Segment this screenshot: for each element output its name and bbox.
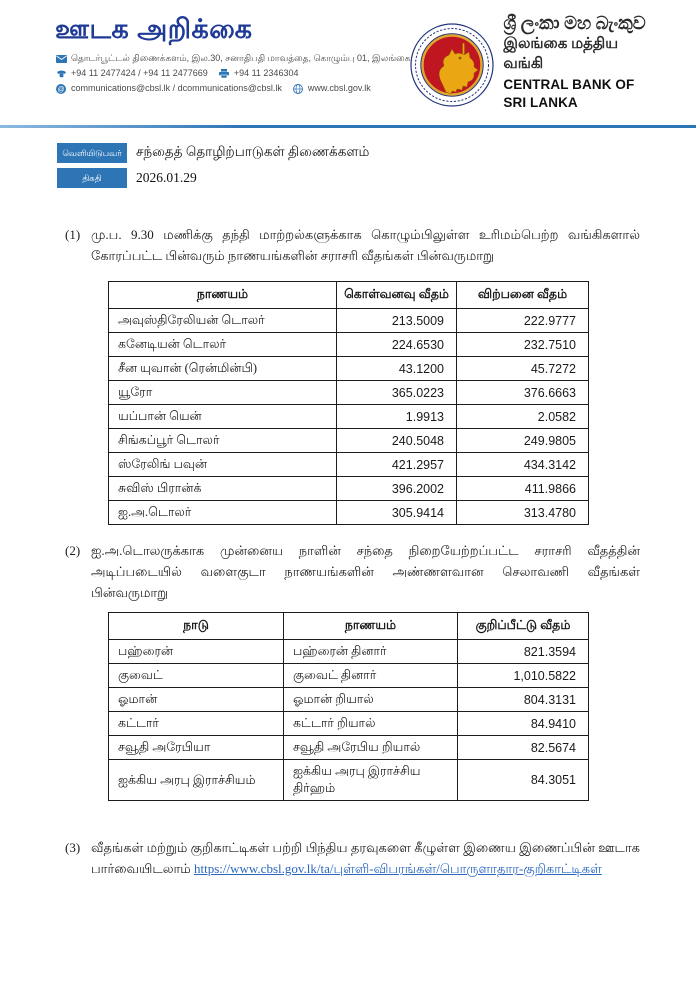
rate-value: 2.0582 — [457, 405, 589, 429]
email-row — [55, 81, 410, 96]
rate-value: 365.0223 — [337, 381, 457, 405]
column-header: கொள்வனவு வீதம் — [337, 282, 457, 309]
name-cell: யப்பான் யென் — [109, 405, 337, 429]
bank-name-block — [503, 12, 646, 117]
meta-block — [0, 128, 696, 188]
table-row — [109, 381, 589, 405]
name-cell: சுவிஸ் பிரான்க் — [109, 477, 337, 501]
column-header: நாணயம் — [109, 282, 337, 309]
rate-value: 376.6663 — [457, 381, 589, 405]
name-cell: ஐக்கிய அரபு இராச்சியம் — [109, 760, 284, 801]
website-url: www.cbsl.gov.lk — [307, 83, 371, 93]
paragraph-2 — [0, 540, 696, 603]
svg-text:@: @ — [57, 85, 65, 93]
gulf-currency-rates-table — [108, 612, 589, 801]
phone-numbers: +94 11 2477424 / +94 11 2477669 — [71, 68, 208, 78]
column-header: குறிப்பீட்டு வீதம் — [458, 613, 589, 640]
name-cell: ஓமான் — [109, 688, 284, 712]
table-row — [109, 640, 589, 664]
rate-value: 224.6530 — [337, 333, 457, 357]
date-label: திகதி — [57, 168, 127, 188]
name-cell: கட்டார் றியால் — [284, 712, 458, 736]
paragraph-1-text: மு.ப. 9.30 மணிக்கு தந்தி மாற்றல்களுக்காக கொழும்பிலுள்ள உரிமம்பெற்ற வங்கிகளால் கோரப்பட்ட பின்வரும் நாணயங்களின் சராசரி வீதங்கள் பின்வருமாறு — [91, 227, 640, 264]
rate-value: 45.7272 — [457, 357, 589, 381]
column-header: விற்பனை வீதம் — [457, 282, 589, 309]
email-addresses: communications@cbsl.lk / dcommunications@cbsl.lk — [71, 83, 282, 93]
header-left — [55, 12, 410, 117]
name-cell: ஐக்கிய அரபு இராச்சிய திர்ஹம் — [284, 760, 458, 801]
name-cell: குவைட் — [109, 664, 284, 688]
table-row — [109, 712, 589, 736]
bank-name-sinhala: ශ්‍රී ලංකා මහ බැංකුව — [503, 13, 646, 33]
name-cell: சவூதி அரேபிய றியால் — [284, 736, 458, 760]
name-cell: ஓமான் றியால் — [284, 688, 458, 712]
paragraph-1 — [0, 224, 696, 266]
table-row — [109, 429, 589, 453]
rate-value: 1.9913 — [337, 405, 457, 429]
rate-value: 434.3142 — [457, 453, 589, 477]
rate-value: 1,010.5822 — [458, 664, 589, 688]
table-row — [109, 664, 589, 688]
date-row — [57, 168, 696, 188]
name-cell: ஸ்ரேலிங் பவுன் — [109, 453, 337, 477]
rate-value: 396.2002 — [337, 477, 457, 501]
cbsl-logo — [410, 23, 494, 107]
rate-value: 240.5048 — [337, 429, 457, 453]
document-header — [0, 0, 696, 117]
paragraph-3 — [0, 837, 696, 879]
table-row — [109, 477, 589, 501]
rate-value: 84.9410 — [458, 712, 589, 736]
address-text: தொடர்பூட்டல் திணைக்களம், இல.30, சனாதிபதி மாவத்தை, கொழும்பு 01, இலங்கை — [71, 53, 411, 63]
header-right — [410, 12, 646, 117]
fax-icon — [218, 69, 230, 79]
table-row — [109, 333, 589, 357]
issuer-value: சந்தைத் தொழிற்பாடுகள் திணைக்களம் — [136, 144, 370, 160]
name-cell: பஹ்ரைன் தினார் — [284, 640, 458, 664]
phone-row — [55, 66, 410, 81]
rate-value: 43.1200 — [337, 357, 457, 381]
name-cell: சீன யுவான் (ரென்மின்பி) — [109, 357, 337, 381]
rate-value: 82.5674 — [458, 736, 589, 760]
address-row — [55, 51, 410, 66]
name-cell: ஐ.அ.டொலர் — [109, 501, 337, 525]
paragraph-2-number: (2) — [65, 543, 81, 559]
statistics-link[interactable]: https://www.cbsl.gov.lk/ta/புள்ளி-விபரங்கள்/பொருளாதார-குறிகாட்டிகள் — [193, 861, 602, 877]
column-header: நாணயம் — [284, 613, 458, 640]
name-cell: கனேடியன் டொலர் — [109, 333, 337, 357]
rate-value: 411.9866 — [457, 477, 589, 501]
exchange-rates-table — [108, 281, 589, 525]
globe-icon — [292, 84, 304, 94]
rate-value: 313.4780 — [457, 501, 589, 525]
paragraph-3-text — [91, 837, 640, 879]
date-value: 2026.01.29 — [136, 170, 197, 186]
table-row — [109, 688, 589, 712]
table-row — [109, 760, 589, 801]
header-row — [109, 282, 589, 309]
header-row — [109, 613, 589, 640]
name-cell: பஹ்ரைன் — [109, 640, 284, 664]
rate-value: 804.3131 — [458, 688, 589, 712]
fax-number: +94 11 2346304 — [233, 68, 299, 78]
rate-value: 222.9777 — [457, 309, 589, 333]
name-cell: சிங்கப்பூர் டொலர் — [109, 429, 337, 453]
paragraph-3-body: வீதங்கள் மற்றும் குறிகாட்டிகள் பற்றி பிந்திய தரவுகளை கீழுள்ள இணைய இணைப்பின் ஊடாக பார்வையிடலாம் — [91, 840, 640, 877]
name-cell: கட்டார் — [109, 712, 284, 736]
phone-icon — [55, 69, 67, 79]
contact-block — [55, 51, 410, 96]
name-cell: சவூதி அரேபியா — [109, 736, 284, 760]
rate-value: 232.7510 — [457, 333, 589, 357]
rate-value: 821.3594 — [458, 640, 589, 664]
media-release-title: ஊடக அறிக்கை — [55, 14, 253, 44]
paragraph-2-text: ஐ.அ.டொலருக்காக முன்னைய நாளின் சந்தை நிறையேற்றப்பட்ட சராசரி வீதத்தின் அடிப்படையில் வளைகுடா நாணயங்களின் அண்ணளவான செலாவணி வீதங்கள் பின்வருமாறு — [91, 543, 640, 601]
issuer-label: வெளியிடுபவர் — [57, 143, 127, 163]
bank-name-tamil: இலங்கை மத்திய வங்கி — [503, 36, 619, 72]
table-row — [109, 736, 589, 760]
email-icon — [55, 84, 67, 94]
rate-value: 84.3051 — [458, 760, 589, 801]
rate-value: 213.5009 — [337, 309, 457, 333]
table-row — [109, 405, 589, 429]
table-row — [109, 453, 589, 477]
name-cell: குவைட் தினார் — [284, 664, 458, 688]
rate-value: 305.9414 — [337, 501, 457, 525]
paragraph-3-number: (3) — [65, 840, 81, 856]
table-row — [109, 309, 589, 333]
rate-value: 249.9805 — [457, 429, 589, 453]
mail-icon — [55, 54, 67, 64]
bank-name-english: CENTRAL BANK OF SRI LANKA — [503, 77, 635, 110]
table-row — [109, 501, 589, 525]
paragraph-1-number: (1) — [65, 227, 81, 243]
issuer-row — [57, 143, 696, 163]
name-cell: அவுஸ்திரேலியன் டொலர் — [109, 309, 337, 333]
rate-value: 421.2957 — [337, 453, 457, 477]
table-row — [109, 357, 589, 381]
column-header: நாடு — [109, 613, 284, 640]
name-cell: யூரோ — [109, 381, 337, 405]
